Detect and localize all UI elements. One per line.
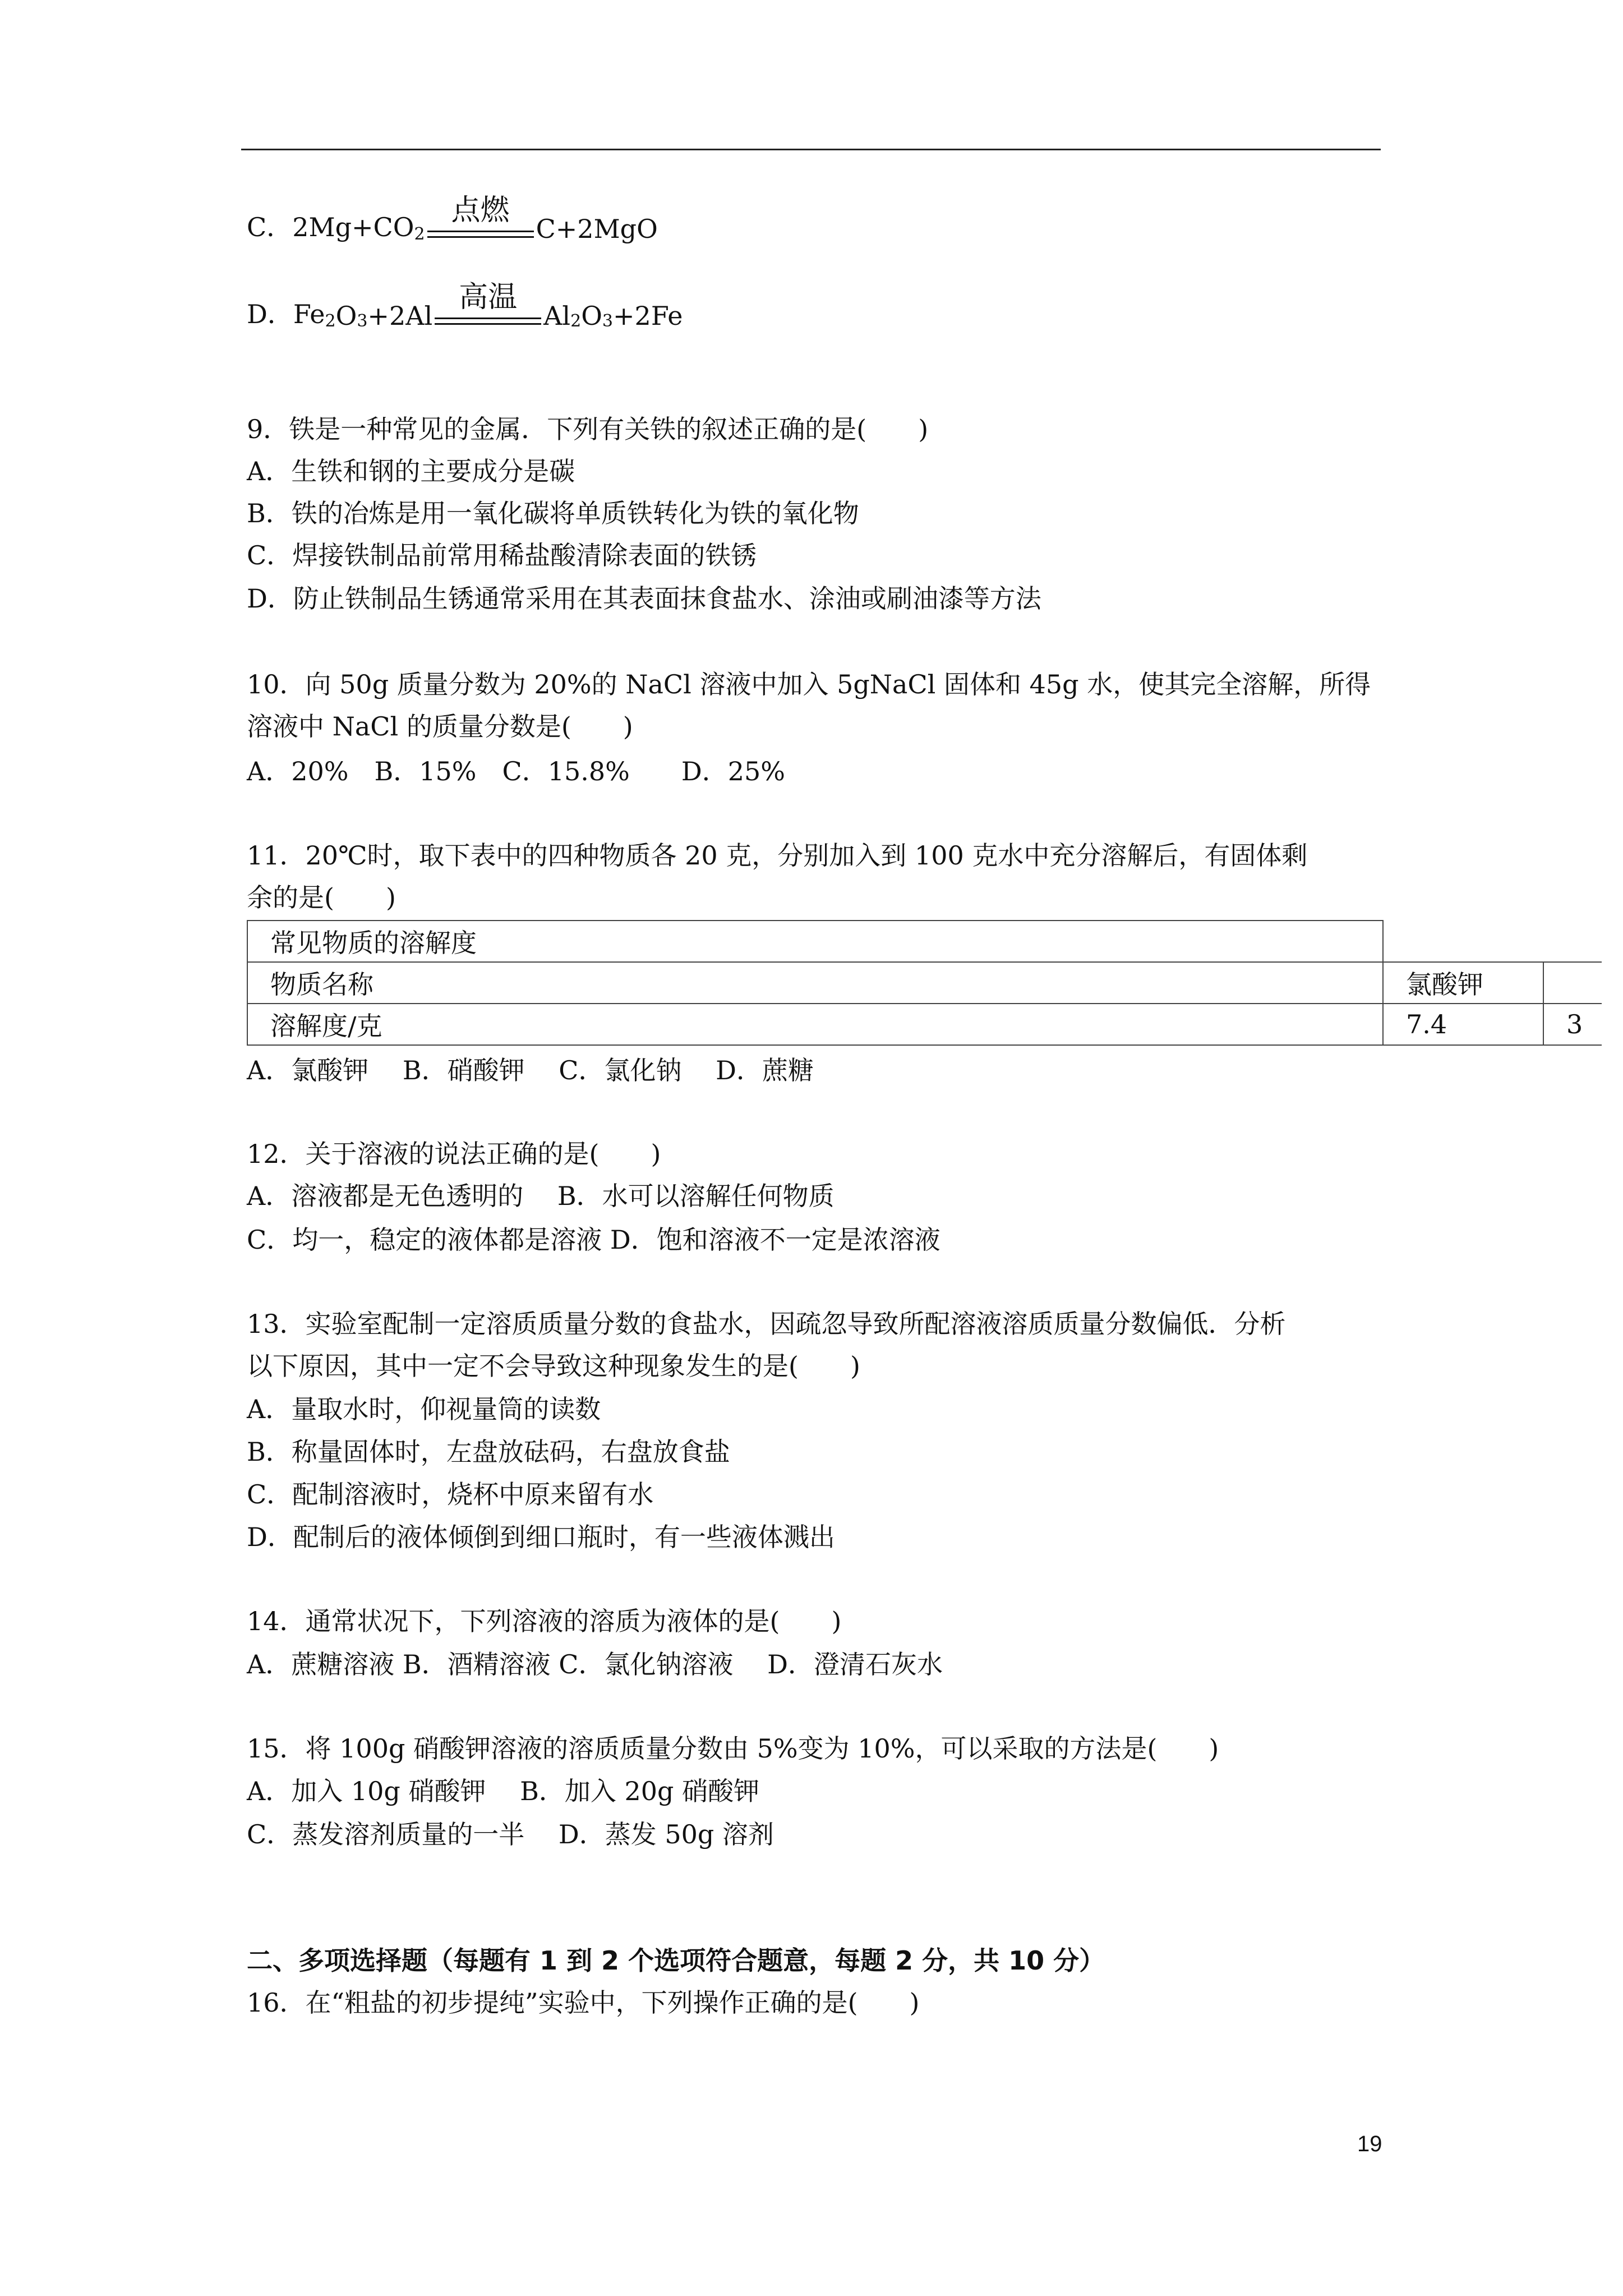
q13-stem-line1: 13．实验室配制一定溶质质量分数的食盐水，因疏忽导致所配溶液溶质质量分数偏低．分析	[247, 1309, 1286, 1339]
q12-options-cd: C．均一，稳定的液体都是溶液 D．饱和溶液不一定是浓溶液	[247, 1225, 940, 1255]
q9-option-a: A．生铁和钢的主要成分是碳	[247, 456, 575, 486]
formula-c-right: C+2MgO	[536, 214, 658, 244]
q12-stem: 12．关于溶液的说法正确的是( )	[247, 1139, 661, 1169]
q16-stem: 16．在“粗盐的初步提纯”实验中，下列操作正确的是( )	[247, 1987, 920, 2018]
q15-options-ab: A．加入 10g 硝酸钾 B．加入 20g 硝酸钾	[247, 1776, 760, 1806]
equals-bar-bottom	[427, 236, 534, 238]
q9-stem: 9．铁是一种常见的金属．下列有关铁的叙述正确的是( )	[247, 414, 929, 444]
q9-option-c: C．焊接铁制品前常用稀盐酸清除表面的铁锈	[247, 540, 757, 570]
q10-options: A．20% B．15% C．15.8% D．25%	[247, 756, 785, 786]
formula-d-fe-product: +2Fe	[613, 301, 683, 331]
q13-option-b: B．称量固体时，左盘放砝码，右盘放食盐	[247, 1437, 730, 1467]
formula-option-d	[247, 280, 683, 331]
q14-options: A．蔗糖溶液 B．酒精溶液 C．氯化钠溶液 D．澄清石灰水	[247, 1649, 943, 1680]
subscript: 3	[357, 311, 368, 331]
formula-d-al2: Al	[543, 301, 571, 331]
q14-stem: 14．通常状况下，下列溶液的溶质为液体的是( )	[247, 1606, 842, 1636]
condition-label: 点燃	[451, 194, 510, 227]
page-number: 19	[1357, 2132, 1382, 2156]
q11-stem-line1: 11．20℃时，取下表中的四种物质各 20 克，分别加入到 100 克水中充分溶解后，有固体剩	[247, 840, 1308, 871]
subscript: 2	[570, 311, 582, 331]
cell-solubility-value: 7.4	[1383, 1004, 1543, 1045]
table-row	[247, 921, 1622, 962]
cell-potassium-chlorate: 氯酸钾	[1383, 962, 1543, 1004]
row-label-solubility: 溶解度/克	[247, 1004, 1383, 1045]
condition-label: 高温	[459, 280, 518, 314]
q11-options: A．氯酸钾 B．硝酸钾 C．氯化钠 D．蔗糖	[247, 1055, 814, 1085]
formula-c-subscript: 2	[414, 224, 425, 244]
q13-option-c: C．配制溶液时，烧杯中原来留有水	[247, 1479, 654, 1510]
table-title: 常见物质的溶解度	[247, 921, 1383, 962]
reaction-condition-ignite	[427, 194, 534, 244]
q11-stem-line2: 余的是( )	[247, 882, 396, 913]
formula-c-left: C．2Mg+CO	[247, 212, 414, 242]
subscript: 3	[602, 311, 614, 331]
page-edge-mask	[1602, 898, 1623, 1055]
table-row	[247, 1004, 1622, 1045]
q15-stem: 15．将 100g 硝酸钾溶液的溶质质量分数由 5%变为 10%，可以采取的方法是( )	[247, 1733, 1219, 1764]
table-cell-empty	[1383, 921, 1543, 962]
q9-option-b: B．铁的冶炼是用一氧化碳将单质铁转化为铁的氧化物	[247, 498, 859, 528]
formula-option-c	[247, 194, 658, 244]
equals-bar-top	[435, 318, 541, 319]
q13-option-d: D．配制后的液体倾倒到细口瓶时，有一些液体溅出	[247, 1522, 835, 1552]
q10-stem-line1: 10．向 50g 质量分数为 20%的 NaCl 溶液中加入 5gNaCl 固体和 45g 水，使其完全溶解，所得	[247, 669, 1371, 700]
q12-options-ab: A．溶液都是无色透明的 B．水可以溶解任何物质	[247, 1181, 834, 1211]
section-heading-multiple-choice: 二、多项选择题（每题有 1 到 2 个选项符合题意，每题 2 分，共 10 分）	[247, 1945, 1105, 1976]
cell-solubility-cut: 3	[1543, 1004, 1622, 1045]
equals-bar-top	[427, 231, 534, 232]
q15-options-cd: C．蒸发溶剂质量的一半 D．蒸发 50g 溶剂	[247, 1819, 774, 1849]
table-row	[247, 962, 1622, 1004]
q9-option-d: D．防止铁制品生锈通常采用在其表面抹食盐水、涂油或刷油漆等方法	[247, 583, 1041, 614]
equals-bar-bottom	[435, 323, 541, 325]
q10-stem-line2: 溶液中 NaCl 的质量分数是( )	[247, 711, 633, 742]
q13-option-a: A．量取水时，仰视量筒的读数	[247, 1394, 601, 1424]
solubility-table	[247, 920, 1623, 1046]
q13-stem-line2: 以下原因，其中一定不会导致这种现象发生的是( )	[247, 1351, 860, 1381]
formula-d-o: O	[335, 301, 357, 331]
reaction-condition-high-temp	[435, 280, 541, 331]
formula-d-o3: O	[581, 301, 602, 331]
header-rule	[241, 149, 1381, 150]
row-label-name: 物质名称	[247, 962, 1383, 1004]
subscript: 2	[325, 311, 336, 331]
formula-d-al: +2Al	[367, 301, 433, 331]
formula-d-fe: D．Fe	[247, 299, 325, 329]
